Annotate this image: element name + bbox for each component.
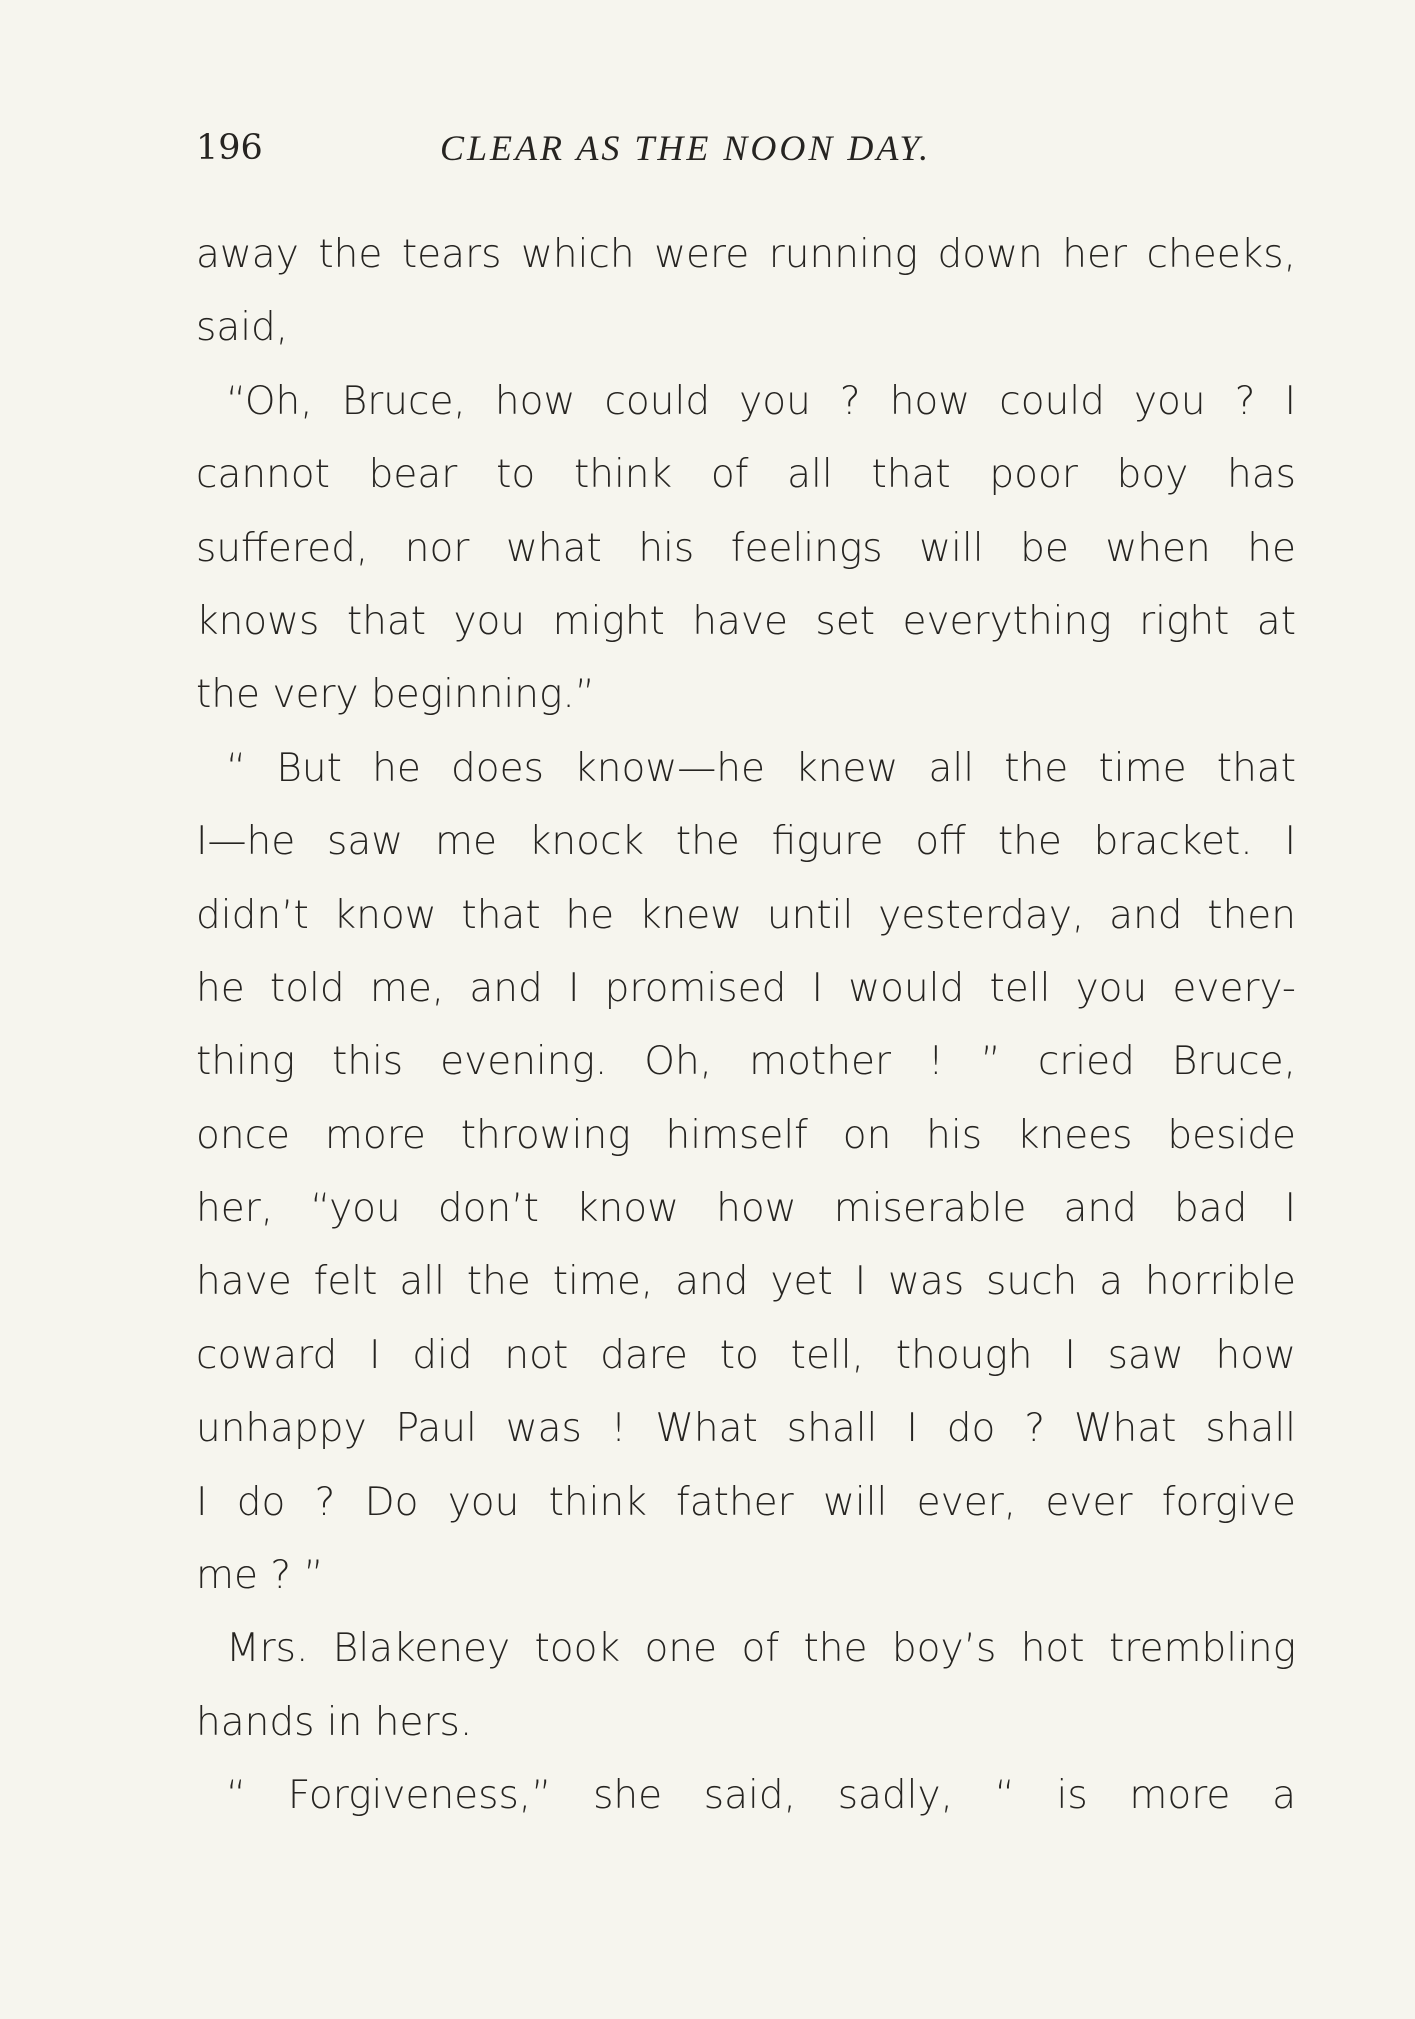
text-line: said, bbox=[196, 305, 289, 351]
text-line: suffered, nor what his feelings will be when he bbox=[196, 525, 1296, 571]
body-text bbox=[196, 218, 1296, 1833]
text-line: I do ? Do you think father will ever, ever forgive bbox=[196, 1479, 1296, 1525]
text-line: he told me, and I promised I would tell you every- bbox=[196, 965, 1296, 1011]
text-line: once more throwing himself on his knees beside bbox=[196, 1112, 1296, 1158]
text-line: didn’t know that he knew until yesterday, and then bbox=[196, 892, 1296, 938]
text-line: cannot bear to think of all that poor boy has bbox=[196, 452, 1296, 498]
page-number: 196 bbox=[196, 128, 263, 168]
text-line: have felt all the time, and yet I was such a horrible bbox=[196, 1259, 1296, 1305]
text-line: her, “you don’t know how miserable and bad I bbox=[196, 1186, 1296, 1232]
running-head bbox=[196, 118, 1296, 178]
text-line: me ? ” bbox=[196, 1553, 324, 1599]
text-line: coward I did not dare to tell, though I saw how bbox=[196, 1332, 1296, 1378]
text-line: away the tears which were running down her cheeks, bbox=[196, 232, 1296, 277]
text-line: “ But he does know—he knew all the time that bbox=[226, 745, 1296, 791]
text-line: “ Forgiveness,” she said, sadly, “ is more a bbox=[226, 1773, 1296, 1819]
text-line: thing this evening. Oh, mother ! ” cried Bruce, bbox=[196, 1039, 1296, 1085]
text-line: knows that you might have set everything right at bbox=[196, 598, 1296, 644]
text-line: the very beginning.” bbox=[196, 672, 595, 718]
text-line: Mrs. Blakeney took one of the boy’s hot trembling bbox=[226, 1626, 1296, 1672]
text-line: hands in hers. bbox=[196, 1699, 473, 1745]
text-line: “Oh, Bruce, how could you ? how could you ? I bbox=[226, 378, 1296, 424]
text-line: unhappy Paul was ! What shall I do ? What shall bbox=[196, 1406, 1296, 1452]
running-title: CLEAR AS THE NOON DAY. bbox=[440, 128, 932, 168]
text-line: I—he saw me knock the figure off the bracket. I bbox=[196, 819, 1296, 865]
